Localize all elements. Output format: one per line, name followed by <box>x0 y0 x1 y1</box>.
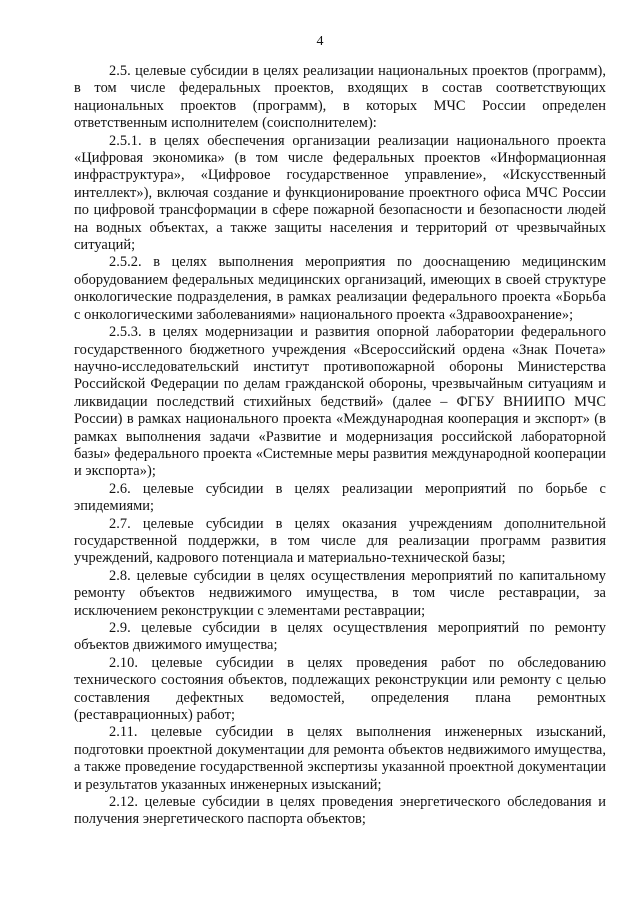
clause-2-5-2: 2.5.2. в целях выполнения мероприятия по дооснащению медицинским оборудованием федеральных медицинских организаций, имеющих в своей структуре онкологические подразделения, в рамках реализации федерального проекта «Борьба с онкологическими заболеваниями» национального проекта «Здравоохранение»; <box>74 254 606 323</box>
clause-2-6: 2.6. целевые субсидии в целях реализации мероприятий по борьбе с эпидемиями; <box>74 480 606 515</box>
document-body <box>74 63 606 829</box>
clause-2-5-3: 2.5.3. в целях модернизации и развития опорной лаборатории федерального государственного бюджетного учреждения «Всероссийский ордена «Знак Почета» научно-исследовательский институт противопожарной обороны Министерства Российской Федерации по делам гражданской обороны, чрезвычайным ситуациям и ликвидации последствий стихийных бедствий» (далее – ФГБУ ВНИИПО МЧС России) в рамках национального проекта «Международная кооперация и экспорт» (в рамках выполнения задачи «Развитие и модернизация российской лабораторной базы» федерального проекта «Системные меры развития международной кооперации и экспорта»); <box>74 324 606 480</box>
page-number: 4 <box>316 34 324 49</box>
clause-2-12: 2.12. целевые субсидии в целях проведения энергетического обследования и получения энергетического паспорта объектов; <box>74 794 606 828</box>
clause-2-11: 2.11. целевые субсидии в целях выполнения инженерных изысканий, подготовки проектной документации для ремонта объектов недвижимого имущества, а также проведение государственной экспертизы указанной проектной документации и результатов указанных инженерных изысканий; <box>74 724 606 793</box>
clause-2-10: 2.10. целевые субсидии в целях проведения работ по обследованию технического состояния объектов, подлежащих реконструкции или ремонту с целью составления дефектных ведомостей, определения плана ремонтных (реставрационных) работ; <box>74 654 606 724</box>
clause-2-9: 2.9. целевые субсидии в целях осуществления мероприятий по ремонту объектов движимого имущества; <box>74 620 606 654</box>
clause-2-5: 2.5. целевые субсидии в целях реализации национальных проектов (программ), в том числе федеральных проектов, входящих в состав соответствующих национальных проектов (программ), в которых МЧС России определен ответственным исполнителем (соисполнителем): <box>74 63 606 132</box>
clause-2-7: 2.7. целевые субсидии в целях оказания учреждениям дополнительной государственной поддержки, в том числе для реализации программ развития учреждений, кадрового потенциала и материально-технической базы; <box>74 515 606 567</box>
clause-2-5-1: 2.5.1. в целях обеспечения организации реализации национального проекта «Цифровая экономика» (в том числе федеральных проектов «Информационная инфраструктура», «Цифровое государственное управление», «Искусственный интеллект»), включая создание и функционирование проектного офиса МЧС России по цифровой трансформации в сфере пожарной безопасности и безопасности людей на водных объектах, а также защиты населения и территорий от чрезвычайных ситуаций; <box>74 132 606 254</box>
clause-2-8: 2.8. целевые субсидии в целях осуществления мероприятий по капитальному ремонту объектов недвижимого имущества, в том числе реставрации, за исключением реконструкции с элементами реставрации; <box>74 567 606 619</box>
